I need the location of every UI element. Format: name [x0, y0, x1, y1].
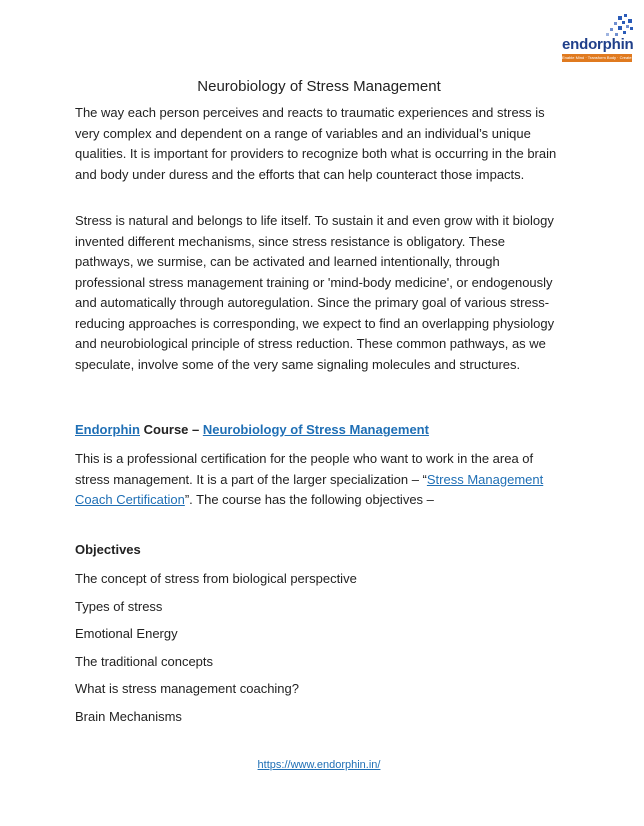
course-description	[75, 449, 567, 511]
objective-item: Emotional Energy	[75, 626, 178, 641]
course-heading-middle: Course –	[140, 422, 203, 437]
footer-website-link[interactable]: https://www.endorphin.in/	[257, 759, 381, 771]
certification-link[interactable]: Stress Management Coach Certification	[75, 471, 544, 507]
objective-item: What is stress management coaching?	[75, 681, 299, 696]
objective-item: The concept of stress from biological perspective	[75, 571, 357, 586]
objective-item: The traditional concepts	[75, 653, 214, 669]
footer	[0, 759, 638, 771]
intro-paragraph: The way each person perceives and reacts to traumatic experiences and stress is very complex and dependent on a range of variables and an individual’s unique qualities. It is important for providers to recognize both what is occurring in the brain and body under duress and the efforts that can help counteract those impacts.	[75, 105, 557, 182]
document-title: Neurobiology of Stress Management	[197, 78, 441, 95]
course-heading	[75, 422, 429, 437]
body-paragraph: Stress is natural and belongs to life itself. To sustain it and even grow with it biology invented different mechanisms, since stress resistance is obligatory. These pathways, we surmise, can be activated and learned intentionally, through professional stress management training or 'mind-body medicine', or endogenously and automatically through autoregulation. Since the primary goal of various stress-reducing approaches is corresponding, we expect to find an overlapping physiology and neurobiological principle of stress reduction. These common pathways, as we speculate, involve some of the very same signaling molecules and structures.	[75, 213, 555, 372]
endorphin-link[interactable]: Endorphin	[75, 422, 140, 437]
endorphin-logo[interactable]	[562, 14, 644, 74]
course-description-after: ”. The course has the following objectives –	[184, 492, 434, 507]
objective-item: Types of stress	[75, 598, 163, 614]
course-description-before: This is a professional certification for the people who want to work in the area of stress management. It is a part of the larger specialization – “	[75, 451, 534, 487]
objective-item: Brain Mechanisms	[75, 708, 182, 724]
logo-wordmark: endorphin	[562, 36, 634, 53]
objectives-list	[75, 569, 357, 734]
logo-tagline: Enable Mind · Transform Body · Create Future	[562, 55, 644, 60]
objectives-heading: Objectives	[75, 542, 141, 557]
course-link[interactable]: Neurobiology of Stress Management	[202, 422, 429, 437]
